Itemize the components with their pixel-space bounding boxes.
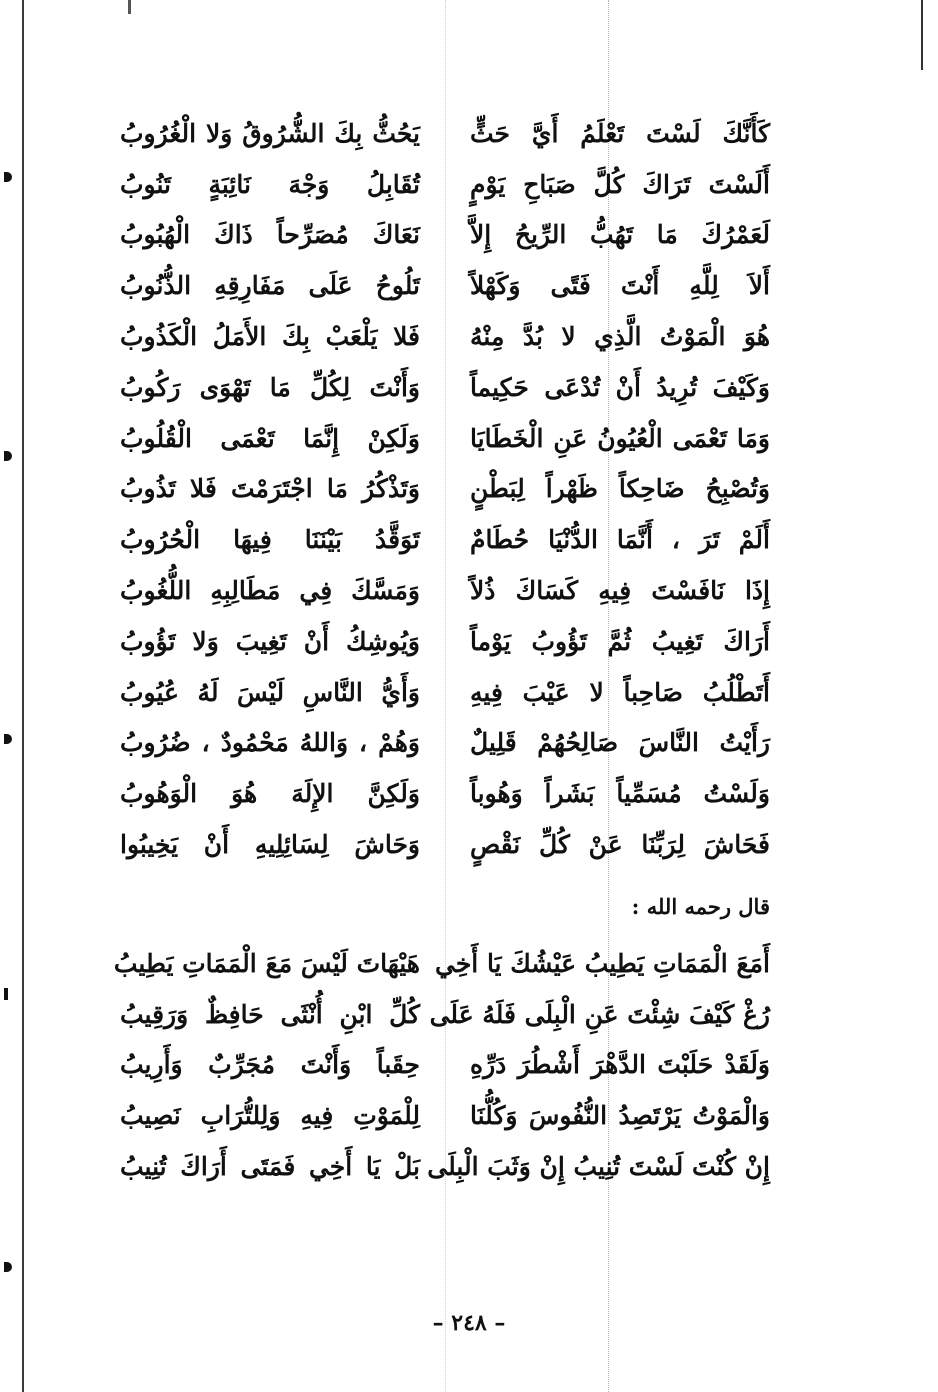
hemistich-first: وَكَيْفَ تُرِيدُ أَنْ تُدْعَى حَكِيماً [470,372,770,402]
verse-line [120,718,770,769]
verse-line [120,1090,770,1141]
verse-line [120,1040,770,1091]
verse-line [120,1141,770,1192]
scan-edge-line [22,0,24,1392]
verse-line [120,159,770,210]
hemistich-first: وَالْمَوْتُ يَرْتَصِدُ النُّفُوسَ وَكُلُّنَا [470,1101,770,1131]
binding-hole-mark [4,734,12,744]
scan-edge-line [921,0,923,70]
verse-line [120,311,770,362]
binding-hole-mark [4,988,8,1000]
hemistich-second: وَلَكِنْ إِنَّمَا تَعْمَى الْقُلُوبُ [120,423,420,453]
hemistich-second: لِلْمَوْتِ فِيهِ وَلِلتُّرَابِ نَصِيبُ [120,1101,420,1131]
hemistich-second: فَلا يَلْعَبْ بِكَ الأَمَلُ الْكَذُوبُ [120,322,420,352]
hemistich-second: وَحَاشَ لِسَائِلِيهِ أَنْ يَخِيبُوا [120,830,420,860]
hemistich-first: إِذَا نَافَسْتَ فِيهِ كَسَاكَ ذُلاً [470,576,770,606]
hemistich-first: إِنْ كُنْتَ لَسْتَ تُنِيبُ إِنْ وَثَبَ الْبِلَى [427,1152,770,1182]
verse-line [120,362,770,413]
poem-block-1 [120,108,770,870]
hemistich-second: كُلِّ ابْنِ أُنْثَى حَافِظٌ وَرَقِيبُ [120,999,420,1029]
hemistich-first: أَتَطْلُبُ صَاحِباً لا عَيْبَ فِيهِ [470,677,770,707]
verse-line [120,616,770,667]
verse-line [120,989,770,1040]
hemistich-second: بَلْ يَا أَخِي فَمَتَى أَرَاكَ تُنِيبُ [120,1152,420,1182]
hemistich-second: هَيْهَاتَ لَيْسَ مَعَ الْمَمَاتِ يَطِيبُ [113,948,420,978]
verse-line [120,565,770,616]
hemistich-second: تَلُوحُ عَلَى مَفَارِقِهِ الذُّنُوبُ [120,271,420,301]
hemistich-second: تُقَابِلُ وَجْهَ نَائِبَةٍ تَنُوبُ [120,169,420,199]
hemistich-first: أَمَعَ الْمَمَاتِ يَطِيبُ عَيْشُكَ يَا أَخِي [435,948,770,978]
hemistich-second: وَلَكِنَّ الإِلَهَ هُوَ الْوَهُوبُ [120,779,420,809]
page-number: – ٢٤٨ – [432,1310,506,1336]
verse-line [120,210,770,261]
hemistich-first: أَرَاكَ تَغِيبُ ثُمَّ تَؤُوبُ يَوْماً [470,626,770,656]
verse-line [120,108,770,159]
hemistich-first: لَعَمْرُكَ مَا تَهُبُّ الرِّيحُ إِلاَّ [470,220,770,250]
verse-line [113,938,770,989]
verse-line [120,464,770,515]
binding-hole-mark [4,1262,12,1272]
verse-line [120,768,770,819]
hemistich-second: حِقَباً وَأَنْتَ مُجَرِّبٌ وَأَرِيبُ [120,1050,420,1080]
hemistich-second: وَيُوشِكُ أَنْ تَغِيبَ وَلا تَؤُوبُ [120,626,420,656]
hemistich-first: وَمَا تَعْمَى الْعُيُونُ عَنِ الْخَطَايَا [470,423,770,453]
hemistich-first: أَلاَ لِلَّهِ أَنْتَ فَتًى وَكَهْلاً [470,271,770,301]
poem-intro-heading: قال رحمه الله : [631,894,770,919]
hemistich-first: أَلَسْتَ تَرَاكَ كُلَّ صَبَاحِ يَوْمٍ [470,169,770,199]
binding-hole-mark [4,451,12,461]
hemistich-first: أَلَمْ تَرَ ، أَنَّمَا الدُّنْيَا حُطَامٌ [470,525,770,555]
hemistich-first: وَلَسْتُ مُسَمِّياً بَشَراً وَهُوباً [470,779,770,809]
hemistich-first: هُوَ الْمَوْتُ الَّذِي لا بُدَّ مِنْهُ [470,322,770,352]
binding-hole-mark [4,172,12,182]
hemistich-first: وَلَقَدْ حَلَبْتَ الدَّهْرَ أَشْطُرَ دَرِّهِ [470,1050,770,1080]
hemistich-second: نَعَاكَ مُصَرِّحاً ذَاكَ الْهُبُوبُ [120,220,420,250]
hemistich-second: وَمَسَّكَ فِي مَطَالِبِهِ اللُّغُوبُ [120,576,420,606]
hemistich-first: كَأَنَّكَ لَسْتَ تَعْلَمُ أَيَّ حَثٍّ [470,118,770,148]
hemistich-first: فَحَاشَ لِرَبِّنَا عَنْ كُلِّ نَقْصٍ [470,830,770,860]
hemistich-second: وَهُمْ ، وَاللهُ مَحْمُودٌ ، ضُرُوبُ [120,728,420,758]
hemistich-first: وَتُصْبِحُ ضَاحِكاً ظَهْراً لِبَطْنٍ [470,474,770,504]
verse-line [120,819,770,870]
hemistich-second: وَأَيُّ النَّاسِ لَيْسَ لَهُ عُيُوبُ [120,677,420,707]
verse-line [120,413,770,464]
hemistich-first: رَأَيْتُ النَّاسَ صَالِحُهُمْ قَلِيلٌ [470,728,770,758]
verse-line [120,667,770,718]
verse-line [120,514,770,565]
verse-line [120,260,770,311]
scan-mark [128,0,131,14]
poem-block-2 [113,938,770,1192]
hemistich-second: تَوَقَّدُ بَيْنَنَا فِيهَا الْحُرُوبُ [120,525,420,555]
hemistich-first: رُغْ كَيْفَ شِئْتَ عَنِ الْبِلَى فَلَهُ عَلَى [429,999,770,1029]
hemistich-second: وَتَذْكُرُ مَا اجْتَرَمْتَ فَلا تَذُوبُ [120,474,420,504]
hemistich-second: وَأَنْتَ لِكُلِّ مَا تَهْوَى رَكُوبُ [120,372,420,402]
hemistich-second: يَحُثُّ بِكَ الشُّرُوقُ وَلا الْغُرُوبُ [120,118,420,148]
